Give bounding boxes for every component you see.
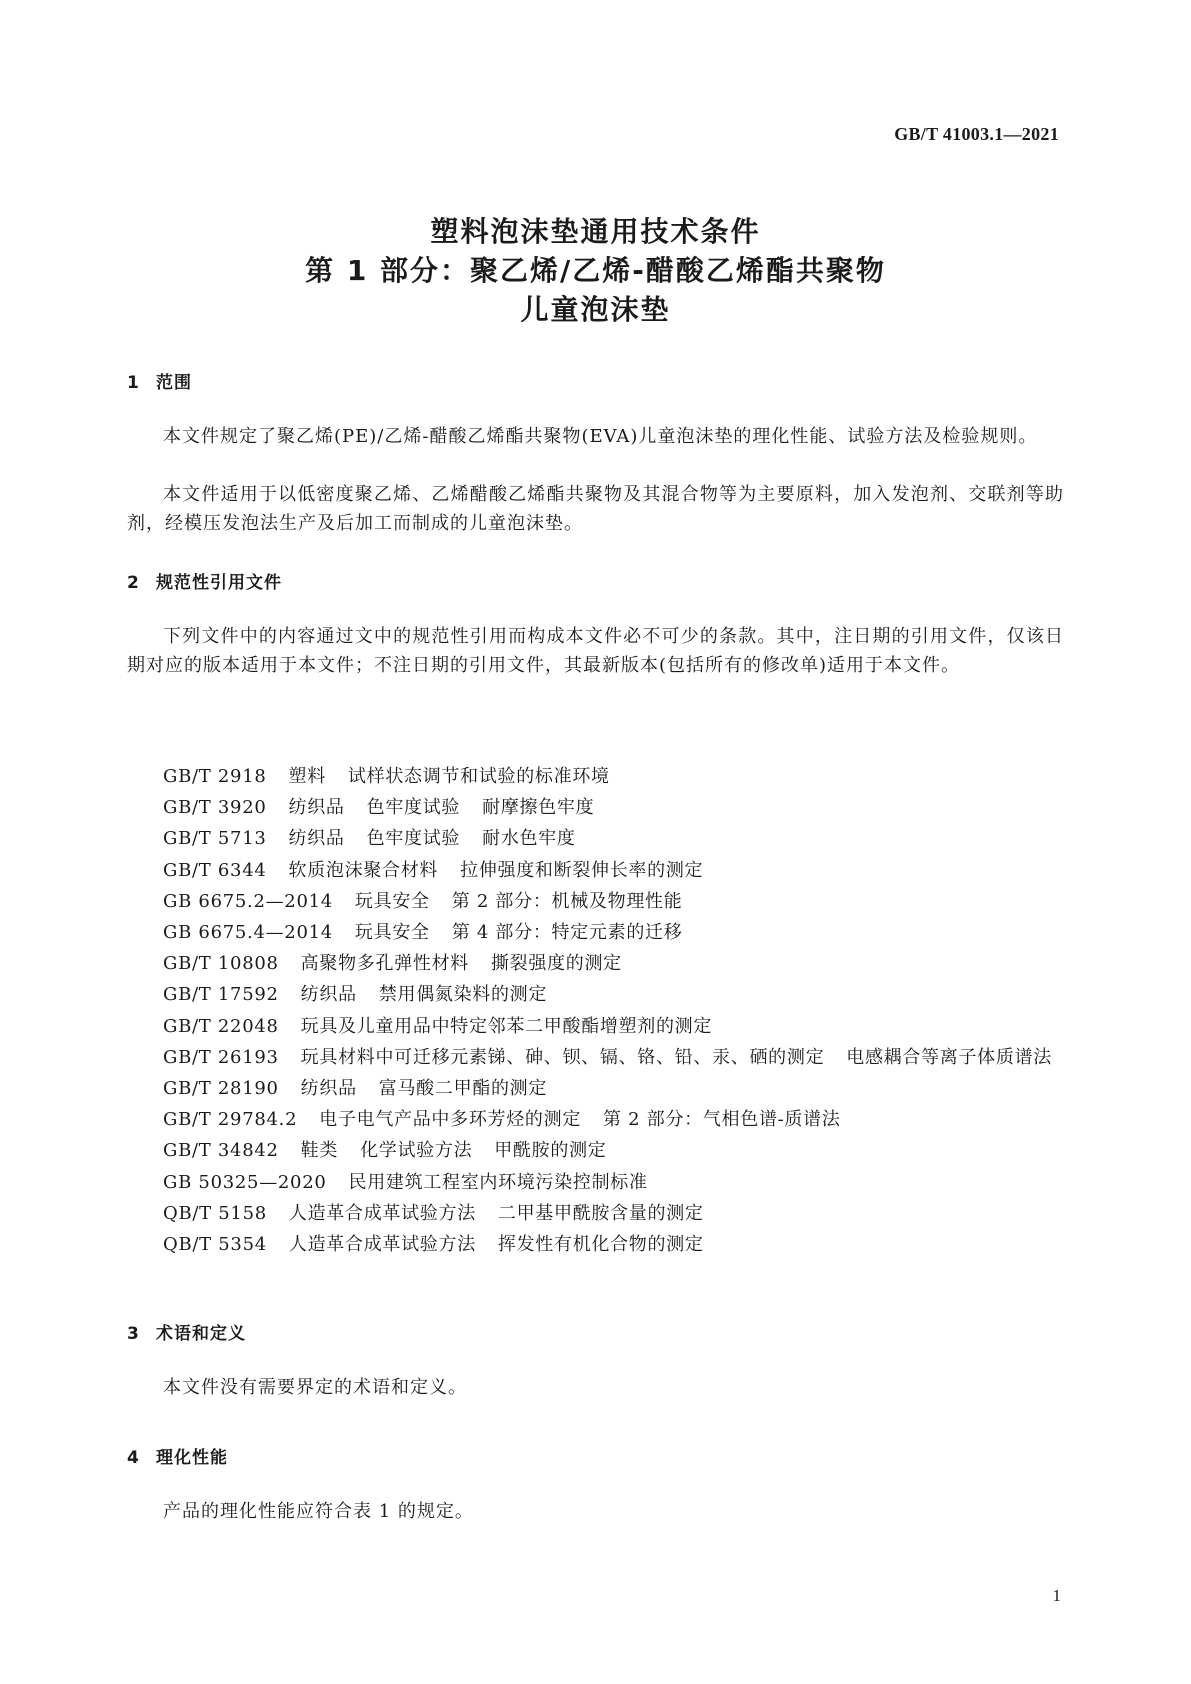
reference-title: 纺织品: [300, 1078, 357, 1100]
reference-title: 玩具安全: [354, 922, 430, 944]
reference-code: GB/T 2918: [163, 766, 267, 787]
reference-code: GB/T 29784.2: [163, 1109, 298, 1131]
reference-title: 人造革合成革试验方法: [288, 1202, 476, 1224]
reference-subtitle: 拉伸强度和断裂伸长率的测定: [460, 859, 704, 881]
title-line-2: 第 1 部分：聚乙烯/乙烯-醋酸乙烯酯共聚物: [305, 254, 886, 287]
normative-references-list: [127, 761, 1064, 1260]
reference-subtitle: 二甲基甲酰胺含量的测定: [497, 1202, 704, 1224]
reference-title: 鞋类: [300, 1140, 339, 1162]
reference-title: 玩具及儿童用品中特定邻苯二甲酸酯增塑剂的测定: [300, 1015, 713, 1037]
section-title: 理化性能: [156, 1448, 228, 1468]
section-4-paragraph-1: 产品的理化性能应符合表 1 的规定。: [163, 1501, 474, 1522]
reference-item: [127, 823, 1064, 854]
standard-number: GB/T 41003.1—2021: [894, 124, 1059, 144]
reference-item: [127, 855, 1064, 886]
section-number: 3: [127, 1324, 140, 1344]
reference-title: 高聚物多孔弹性材料: [300, 953, 469, 975]
section-title: 术语和定义: [156, 1324, 246, 1344]
reference-subtitle: 第 2 部分：气相色谱-质谱法: [603, 1109, 841, 1131]
reference-code: GB 6675.4—2014: [163, 922, 333, 944]
reference-item: [127, 1042, 1064, 1073]
reference-subtitle: 色牢度试验: [366, 828, 461, 850]
reference-title: 纺织品: [288, 828, 345, 850]
section-title: 规范性引用文件: [156, 573, 282, 593]
reference-subtitle: 撕裂强度的测定: [490, 953, 622, 975]
section-3-heading: [127, 1319, 246, 1344]
reference-item: [127, 1011, 1064, 1042]
reference-title: 纺织品: [300, 984, 357, 1006]
reference-item: [127, 1198, 1064, 1229]
section-4-heading: [127, 1443, 228, 1468]
title-line-3: 儿童泡沫垫: [520, 293, 671, 326]
reference-title: 玩具材料中可迁移元素锑、砷、钡、镉、铬、铅、汞、硒的测定: [300, 1046, 825, 1068]
section-2-heading: [127, 568, 282, 593]
reference-subtitle: 色牢度试验: [366, 797, 461, 819]
reference-title: 玩具安全: [354, 890, 430, 912]
reference-title: 民用建筑工程室内环境污染控制标准: [348, 1171, 648, 1193]
reference-item: [127, 979, 1064, 1010]
reference-code: GB/T 6344: [163, 859, 267, 881]
reference-subtitle: 禁用偶氮染料的测定: [378, 984, 548, 1006]
reference-subtitle: 化学试验方法: [360, 1140, 473, 1162]
reference-subtitle: 富马酸二甲酯的测定: [378, 1078, 548, 1100]
reference-code: GB/T 26193: [163, 1046, 279, 1068]
section-title: 范围: [156, 373, 192, 393]
reference-subtitle: 挥发性有机化合物的测定: [497, 1234, 704, 1256]
reference-code: GB/T 28190: [163, 1078, 279, 1100]
reference-subtitle: 试样状态调节和试验的标准环境: [347, 766, 610, 787]
reference-item: [127, 948, 1064, 979]
reference-code: GB/T 10808: [163, 953, 279, 975]
section-2-paragraph-1: 下列文件中的内容通过文中的规范性引用而构成本文件必不可少的条款。其中，注日期的引用文件，仅该日期对应的版本适用于本文件；不注日期的引用文件，其最新版本(包括所有的修改单)适用于本文件。: [127, 626, 1064, 676]
reference-subtitle: 第 2 部分：机械及物理性能: [451, 890, 683, 912]
reference-title: 塑料: [288, 766, 326, 787]
reference-code: GB/T 3920: [163, 797, 267, 819]
reference-item: [127, 917, 1064, 948]
document-title: [0, 212, 1191, 329]
reference-title: 人造革合成革试验方法: [288, 1234, 476, 1256]
reference-code: GB 50325—2020: [163, 1171, 327, 1193]
reference-title: 软质泡沫聚合材料: [288, 859, 439, 881]
reference-subtitle: 第 4 部分：特定元素的迁移: [451, 922, 683, 944]
reference-subtitle: 电感耦合等离子体质谱法: [846, 1046, 1052, 1068]
reference-code: GB/T 5713: [163, 828, 267, 850]
section-number: 2: [127, 573, 140, 593]
reference-item: [127, 792, 1064, 823]
reference-title: 纺织品: [288, 797, 345, 819]
section-number: 1: [127, 373, 140, 393]
reference-item: [127, 1073, 1064, 1104]
reference-code: QB/T 5354: [163, 1234, 267, 1256]
reference-item: [127, 1104, 1064, 1135]
reference-item: [127, 1229, 1064, 1260]
reference-code: QB/T 5158: [163, 1202, 267, 1224]
reference-code: GB 6675.2—2014: [163, 890, 333, 912]
reference-item: [127, 886, 1064, 917]
reference-code: GB/T 34842: [163, 1140, 279, 1162]
reference-part: 甲酰胺的测定: [494, 1140, 607, 1162]
reference-item: [127, 1167, 1064, 1198]
reference-part: 耐摩擦色牢度: [482, 797, 595, 819]
section-1-heading: [127, 368, 192, 393]
reference-code: GB/T 17592: [163, 984, 279, 1006]
reference-part: 耐水色牢度: [482, 828, 576, 850]
reference-item: [127, 761, 1064, 792]
reference-item: [127, 1135, 1064, 1166]
section-1-paragraph-2: 本文件适用于以低密度聚乙烯、乙烯醋酸乙烯酯共聚物及其混合物等为主要原料，加入发泡剂、交联剂等助剂，经模压发泡法生产及后加工而制成的儿童泡沫垫。: [127, 484, 1064, 534]
page-number: 1: [1052, 1586, 1061, 1605]
section-1-paragraph-1: 本文件规定了聚乙烯(PE)/乙烯-醋酸乙烯酯共聚物(EVA)儿童泡沫垫的理化性能、试验方法及检验规则。: [163, 426, 1038, 447]
section-3-paragraph-1: 本文件没有需要界定的术语和定义。: [163, 1377, 467, 1398]
reference-code: GB/T 22048: [163, 1015, 279, 1037]
reference-title: 电子电气产品中多环芳烃的测定: [319, 1109, 582, 1131]
title-line-1: 塑料泡沫垫通用技术条件: [430, 215, 761, 248]
section-number: 4: [127, 1448, 140, 1468]
